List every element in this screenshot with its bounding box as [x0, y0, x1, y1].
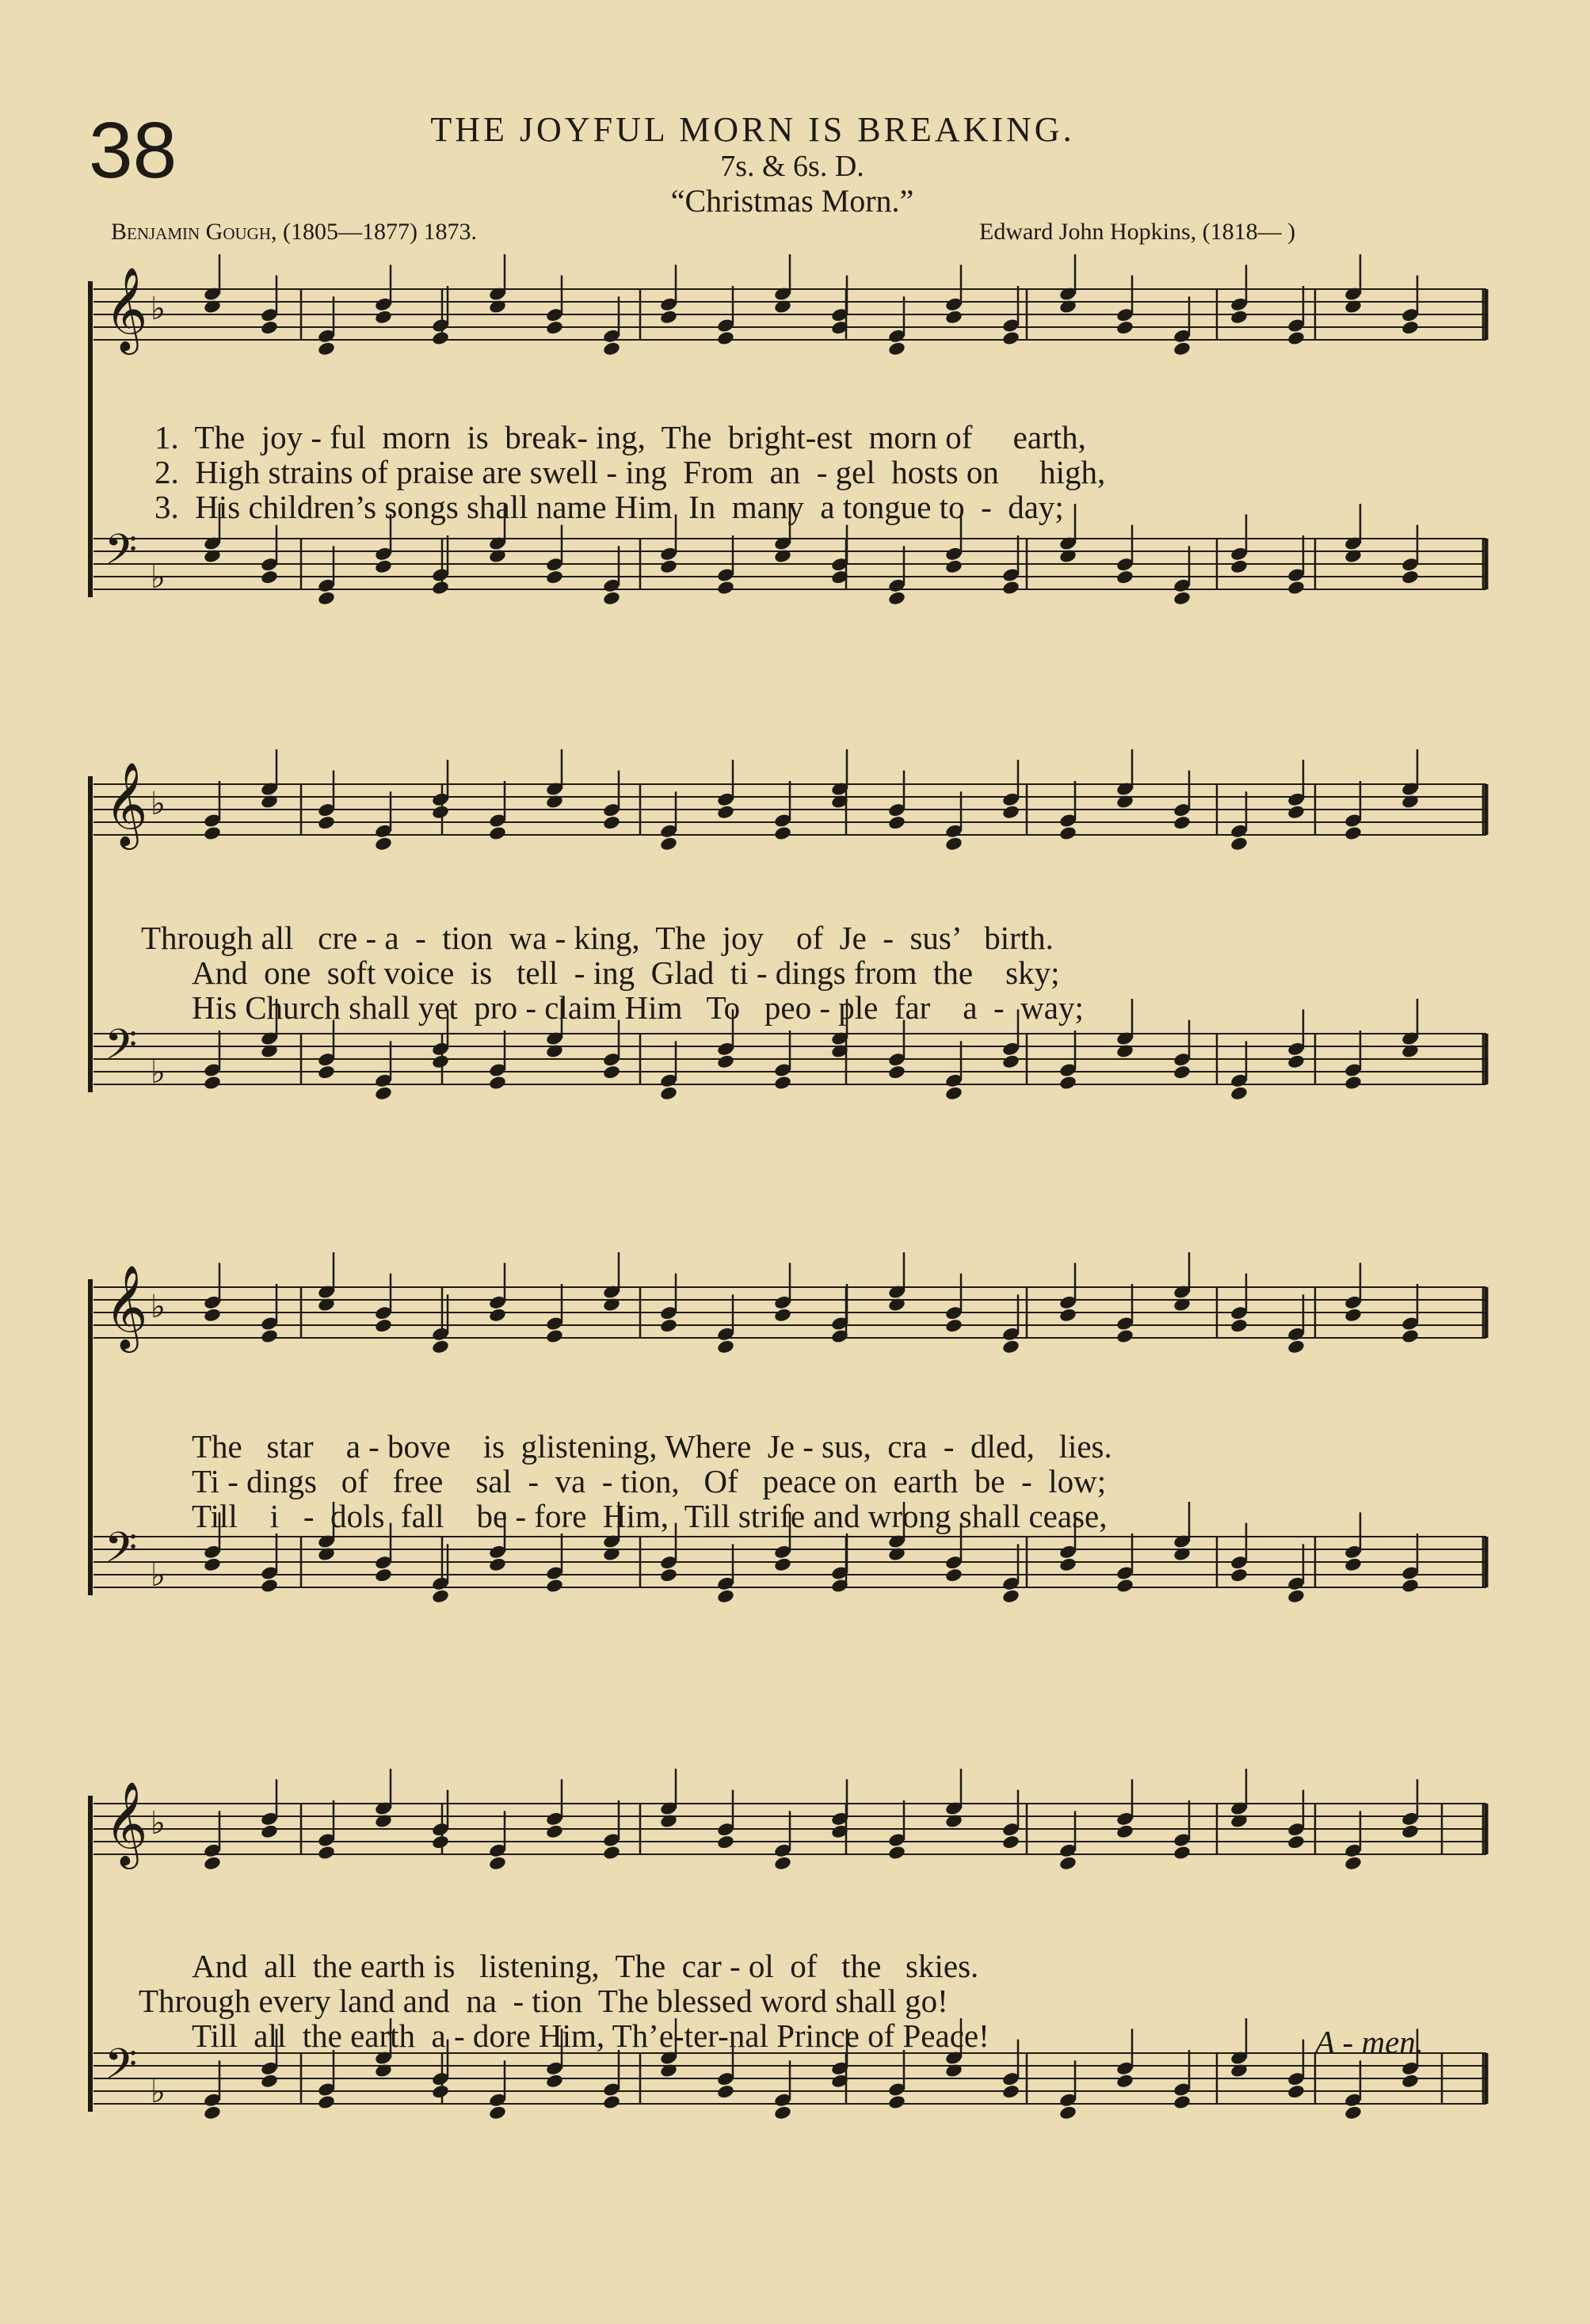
bass-clef-icon: 𝄢 — [105, 1021, 138, 1080]
lyric-line: 3. His children’s songs shall name Him In many a tongue to - day; — [154, 489, 1064, 525]
notehead — [488, 2105, 507, 2120]
notehead — [887, 815, 906, 831]
notehead — [773, 1855, 792, 1871]
notehead — [1058, 1855, 1077, 1871]
notehead — [260, 1578, 279, 1594]
notehead — [1401, 320, 1420, 336]
notehead — [887, 590, 906, 606]
notehead — [602, 1845, 621, 1861]
notehead — [545, 320, 564, 336]
treble-clef-icon: 𝄞 — [105, 1781, 148, 1865]
notehead — [716, 1834, 735, 1850]
notehead — [260, 2073, 279, 2089]
notehead — [1001, 580, 1020, 596]
music-system-3 — [0, 1264, 1590, 1671]
notehead — [944, 1568, 963, 1583]
author-dates: (1805—1877) 1873. — [283, 219, 477, 245]
notehead — [431, 330, 450, 346]
notehead — [317, 590, 336, 606]
notehead — [317, 1065, 336, 1080]
notehead — [431, 580, 450, 596]
notehead — [374, 1085, 393, 1101]
notehead — [431, 2084, 450, 2100]
notehead — [545, 1328, 564, 1344]
music-system-2 — [0, 761, 1590, 1168]
notehead — [1287, 580, 1306, 596]
treble-clef-icon: 𝄞 — [105, 1264, 148, 1349]
notehead — [317, 2094, 336, 2110]
notehead — [1401, 1578, 1420, 1594]
notehead — [659, 558, 678, 574]
notehead — [1058, 1307, 1077, 1323]
notehead — [374, 1318, 393, 1334]
notehead — [1287, 1339, 1306, 1354]
notehead — [1172, 1845, 1192, 1861]
notehead — [944, 836, 963, 851]
lyric-line: Ti - dings of free sal - va - tion, Of peace on earth be - low; — [192, 1463, 1107, 1499]
key-flat-icon: ♭ — [151, 1557, 166, 1594]
notehead — [488, 1075, 507, 1091]
notehead — [488, 1556, 507, 1572]
notehead — [260, 1823, 279, 1839]
notehead — [1058, 2105, 1077, 2120]
notehead — [773, 1556, 792, 1572]
notehead — [887, 1065, 906, 1080]
notehead — [1230, 1568, 1249, 1583]
notehead — [1001, 1834, 1020, 1850]
notehead — [260, 320, 279, 336]
notehead — [1344, 1075, 1363, 1091]
lyric-line: And all the earth is listening, The car - ol of the skies. — [192, 1948, 979, 1984]
notehead — [1058, 1075, 1077, 1091]
notehead — [317, 1845, 336, 1861]
notehead — [602, 1065, 621, 1080]
notehead — [944, 1318, 963, 1334]
notehead — [203, 1855, 222, 1871]
notehead — [545, 2073, 564, 2089]
notehead — [1001, 2084, 1020, 2100]
notehead — [317, 341, 336, 356]
notehead — [887, 1845, 906, 1861]
notehead — [716, 1053, 735, 1069]
notehead — [716, 2084, 735, 2100]
notehead — [1115, 1578, 1134, 1594]
key-flat-icon: ♭ — [151, 786, 166, 822]
notehead — [374, 309, 393, 325]
notehead — [317, 815, 336, 831]
notehead — [1401, 570, 1420, 585]
lyric-line: Through all cre - a - tion wa - king, The joy of Je - sus’ birth. — [141, 920, 1054, 956]
notehead — [431, 1053, 450, 1069]
notehead — [944, 309, 963, 325]
notehead — [1001, 1053, 1020, 1069]
notehead — [1001, 804, 1020, 820]
notehead — [1001, 330, 1020, 346]
notehead — [773, 1075, 792, 1091]
notehead — [1001, 1588, 1020, 1604]
notehead — [659, 1568, 678, 1583]
notehead — [1115, 320, 1134, 336]
notehead — [1344, 2105, 1363, 2120]
key-flat-icon: ♭ — [151, 291, 166, 327]
notehead — [1172, 2094, 1192, 2110]
lyric-line: And one soft voice is tell - ing Glad ti - dings from the sky; — [192, 954, 1060, 991]
notehead — [1230, 1318, 1249, 1334]
notehead — [374, 558, 393, 574]
key-flat-icon: ♭ — [151, 1805, 166, 1842]
notehead — [203, 825, 222, 841]
lyric-line: The star a - bove is glistening, Where Je - sus, cra - dled, lies. — [192, 1428, 1112, 1465]
notehead — [488, 1855, 507, 1871]
notehead — [602, 590, 621, 606]
notehead — [431, 1834, 450, 1850]
notehead — [773, 825, 792, 841]
notehead — [260, 1328, 279, 1344]
notehead — [1172, 341, 1192, 356]
notehead — [659, 1085, 678, 1101]
notehead — [1230, 309, 1249, 325]
notehead — [1172, 815, 1192, 831]
notehead — [431, 1339, 450, 1354]
notehead — [1115, 570, 1134, 585]
notehead — [545, 1823, 564, 1839]
notehead — [602, 341, 621, 356]
lyric-line: Till i - dols fall be - fore Him, Till strife and wrong shall cease, — [192, 1498, 1108, 1534]
notehead — [659, 836, 678, 851]
key-flat-icon: ♭ — [151, 2074, 166, 2110]
bass-clef-icon: 𝄢 — [105, 526, 138, 585]
notehead — [203, 1075, 222, 1091]
notehead — [1401, 2073, 1420, 2089]
notehead — [1401, 1328, 1420, 1344]
notehead — [1344, 1855, 1363, 1871]
music-system-1 — [0, 266, 1590, 673]
key-flat-icon: ♭ — [151, 559, 166, 596]
treble-clef-icon: 𝄞 — [105, 761, 148, 846]
notehead — [887, 341, 906, 356]
notehead — [716, 1339, 735, 1354]
notehead — [545, 1578, 564, 1594]
notehead — [488, 1307, 507, 1323]
notehead — [374, 836, 393, 851]
bass-clef-icon: 𝄢 — [105, 2040, 138, 2099]
tune-name: “Christmas Morn.” — [670, 183, 914, 219]
notehead — [488, 825, 507, 841]
notehead — [1401, 1823, 1420, 1839]
notehead — [602, 2094, 621, 2110]
notehead — [260, 570, 279, 585]
notehead — [773, 2105, 792, 2120]
notehead — [1287, 2084, 1306, 2100]
notehead — [1344, 1556, 1363, 1572]
notehead — [716, 580, 735, 596]
amen-text: A - men. — [1315, 2024, 1424, 2060]
notehead — [203, 1307, 222, 1323]
notehead — [1058, 825, 1077, 841]
notehead — [1287, 1834, 1306, 1850]
treble-clef-icon: 𝄞 — [105, 266, 148, 351]
notehead — [716, 330, 735, 346]
notehead — [1058, 1556, 1077, 1572]
author-credit — [111, 219, 477, 246]
notehead — [773, 1307, 792, 1323]
hymn-number: 38 — [89, 106, 177, 195]
notehead — [1172, 1065, 1192, 1080]
notehead — [659, 1318, 678, 1334]
notehead — [203, 2105, 222, 2120]
composer-credit: Edward John Hopkins, (1818— ) — [979, 219, 1296, 245]
notehead — [1115, 1823, 1134, 1839]
notehead — [545, 570, 564, 585]
lyric-line: His Church shall yet pro - claim Him To peo - ple far a - way; — [192, 989, 1084, 1026]
notehead — [1172, 590, 1192, 606]
lyric-line: Through every land and na - tion The blessed word shall go! — [139, 1983, 948, 2019]
notehead — [1230, 836, 1249, 851]
notehead — [1001, 1339, 1020, 1354]
notehead — [887, 2094, 906, 2110]
lyric-line: 2. High strains of praise are swell - ing From an - gel hosts on high, — [154, 454, 1106, 490]
notehead — [1344, 1307, 1363, 1323]
key-flat-icon: ♭ — [151, 1054, 166, 1091]
music-system-4 — [0, 1781, 1590, 2188]
notehead — [659, 309, 678, 325]
notehead — [431, 1588, 450, 1604]
notehead — [1344, 825, 1363, 841]
lyric-line: Till all the earth a - dore Him, Th’e-ter-nal Prince of Peace! — [192, 2017, 989, 2054]
bass-clef-icon: 𝄢 — [105, 1524, 138, 1583]
notehead — [1230, 558, 1249, 574]
notehead — [1287, 330, 1306, 346]
notehead — [1115, 2073, 1134, 2089]
notehead — [203, 1556, 222, 1572]
hymn-meter: 7s. & 6s. D. — [720, 150, 864, 183]
notehead — [374, 1568, 393, 1583]
notehead — [1115, 1328, 1134, 1344]
notehead — [944, 1085, 963, 1101]
notehead — [1287, 1053, 1306, 1069]
notehead — [1287, 804, 1306, 820]
notehead — [602, 815, 621, 831]
lyric-line: 1. The joy - ful morn is break- ing, The bright-est morn of earth, — [154, 419, 1086, 455]
notehead — [716, 804, 735, 820]
notehead — [431, 804, 450, 820]
notehead — [716, 1588, 735, 1604]
notehead — [1230, 1085, 1249, 1101]
hymn-title: THE JOYFUL MORN IS BREAKING. — [430, 110, 1075, 149]
notehead — [944, 558, 963, 574]
author-name: Benjamin Gough, — [111, 219, 277, 245]
key-flat-icon: ♭ — [151, 1289, 166, 1325]
notehead — [1287, 1588, 1306, 1604]
